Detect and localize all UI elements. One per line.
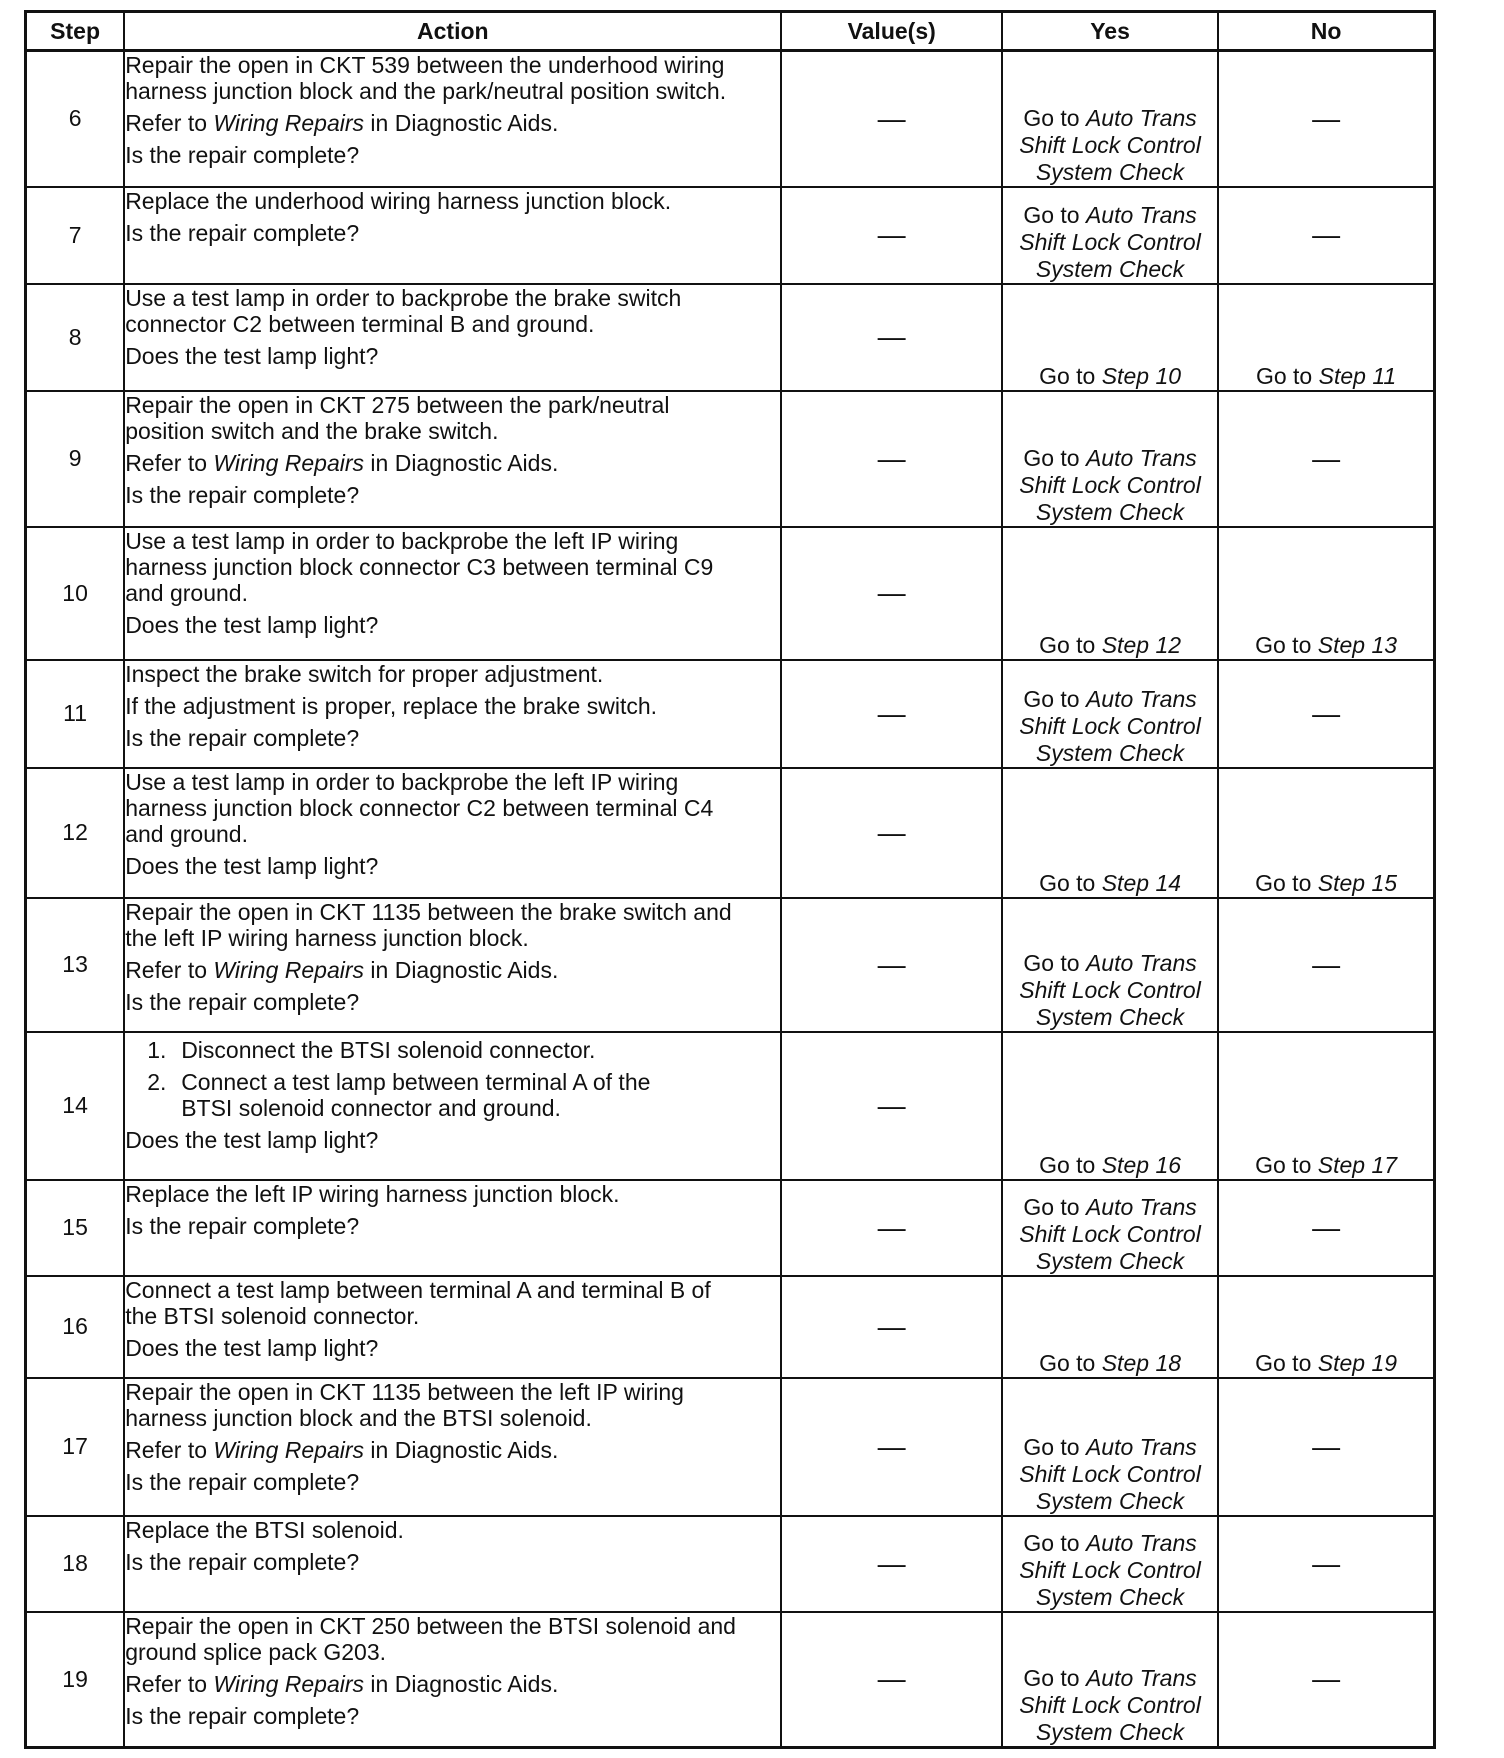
check-link-part3: System Check: [1035, 158, 1185, 185]
step-number: 19: [26, 1612, 125, 1748]
action-line: position switch and the brake switch.: [125, 417, 499, 444]
action-line: Use a test lamp in order to backprobe the left IP wiring: [125, 527, 679, 554]
value-cell: [781, 1180, 1001, 1276]
check-line: [1003, 1434, 1217, 1461]
action-line: Inspect the brake switch for proper adjustment.: [125, 660, 604, 687]
step-ref-label: Step: [1101, 869, 1150, 896]
question-line: Does the test lamp light?: [125, 611, 379, 638]
wiring-repairs-ref: Wiring Repairs: [213, 1670, 365, 1697]
no-step-ref: 19: [1371, 1349, 1398, 1376]
empty-dash: —: [1312, 442, 1341, 474]
step-number: 17: [26, 1378, 125, 1516]
yes-step-ref: 14: [1155, 869, 1182, 896]
yes-cell: [1002, 527, 1218, 660]
no-step-ref: 13: [1371, 631, 1398, 658]
empty-dash: —: [877, 1547, 906, 1579]
action-line: Repair the open in CKT 275 between the park/neutral: [125, 391, 670, 418]
wiring-repairs-ref: Wiring Repairs: [213, 956, 365, 983]
go-to-text: Go to: [1255, 869, 1312, 896]
question-line: Is the repair complete?: [125, 988, 360, 1015]
action-line: the BTSI solenoid connector.: [125, 1302, 420, 1329]
empty-dash: —: [877, 1430, 906, 1462]
check-link-part1: Auto Trans: [1085, 685, 1197, 712]
step-number: 9: [26, 391, 125, 527]
action-cell: [124, 768, 781, 898]
value-cell: [781, 768, 1001, 898]
yes-step-ref: 18: [1155, 1349, 1182, 1376]
question-line: Does the test lamp light?: [125, 852, 379, 879]
check-link-part1: Auto Trans: [1085, 104, 1197, 131]
header-yes: Yes: [1002, 12, 1218, 51]
yes-cell: [1002, 768, 1218, 898]
check-link-part2: Shift Lock Control: [1019, 712, 1201, 739]
action-line: Replace the BTSI solenoid.: [125, 1516, 404, 1543]
yes-step-ref: 10: [1155, 362, 1182, 389]
check-link-part3: System Check: [1035, 1247, 1185, 1274]
wiring-repairs-ref: Wiring Repairs: [213, 110, 365, 136]
yes-cell: [1002, 1516, 1218, 1612]
empty-dash: —: [1312, 948, 1341, 980]
empty-dash: —: [877, 816, 906, 848]
yes-cell: [1002, 898, 1218, 1032]
question-line: Does the test lamp light?: [125, 1334, 379, 1361]
table-row: [26, 51, 1435, 187]
question-line: Is the repair complete?: [125, 142, 360, 168]
go-to-text: Go to: [1023, 685, 1080, 712]
check-link-part3: System Check: [1035, 1719, 1185, 1745]
check-line: [1003, 1194, 1217, 1221]
action-cell: [124, 1276, 781, 1378]
action-line: Connect a test lamp between terminal A and terminal B of: [125, 1276, 711, 1303]
go-to-text: Go to: [1255, 631, 1312, 658]
step-number: 11: [26, 660, 125, 768]
no-cell: [1218, 391, 1434, 527]
action-cell: [124, 51, 781, 187]
check-line: [1003, 1665, 1217, 1692]
step-number: 12: [26, 768, 125, 898]
question-line: Is the repair complete?: [125, 481, 360, 508]
check-line: [1003, 445, 1217, 472]
step-number: 16: [26, 1276, 125, 1378]
go-to-text: Go to: [1023, 1193, 1080, 1220]
header-values: Value(s): [781, 12, 1001, 51]
empty-dash: —: [877, 1663, 906, 1695]
action-line: Repair the open in CKT 1135 between the brake switch and: [125, 898, 732, 925]
action-line: Replace the underhood wiring harness junction block.: [125, 187, 672, 214]
action-line: the left IP wiring harness junction block.: [125, 924, 529, 951]
check-link-part2: Shift Lock Control: [1019, 1460, 1201, 1487]
refer-line: [125, 1437, 780, 1463]
yes-cell: [1002, 1032, 1218, 1180]
action-cell: [124, 1516, 781, 1612]
value-cell: [781, 187, 1001, 284]
no-step-ref: 17: [1371, 1151, 1398, 1178]
no-cell: [1218, 284, 1434, 391]
numbered-step-text: Connect a test lamp between terminal A of the: [181, 1068, 651, 1095]
check-line: [1003, 105, 1217, 132]
check-link-part2: Shift Lock Control: [1019, 131, 1201, 158]
go-to-text: Go to: [1039, 1349, 1096, 1376]
action-line: connector C2 between terminal B and ground.: [125, 310, 595, 337]
no-cell: [1218, 1032, 1434, 1180]
action-line: harness junction block connector C2 between terminal C4: [125, 794, 714, 821]
check-link-part3: System Check: [1035, 1003, 1185, 1030]
numbered-step: [125, 1069, 780, 1121]
refer-line: [125, 450, 780, 476]
check-link-part1: Auto Trans: [1085, 1433, 1197, 1460]
check-link-part2: Shift Lock Control: [1019, 1220, 1201, 1247]
table-row: [26, 1378, 1435, 1516]
value-cell: [781, 391, 1001, 527]
step-ref-label: Step: [1101, 1349, 1150, 1376]
check-line: [1003, 686, 1217, 713]
step-ref-label: Step: [1317, 631, 1366, 658]
empty-dash: —: [1312, 219, 1341, 250]
step-ref-label: Step: [1318, 362, 1366, 389]
refer-prefix: Refer to: [125, 1670, 208, 1697]
yes-cell: [1002, 391, 1218, 527]
diagnostic-table: [24, 10, 1436, 1749]
step-ref-label: Step: [1101, 362, 1150, 389]
empty-dash: —: [1312, 1430, 1341, 1462]
question-line: Does the test lamp light?: [125, 1126, 379, 1153]
value-cell: [781, 1276, 1001, 1378]
empty-dash: —: [877, 219, 906, 250]
action-line: ground splice pack G203.: [125, 1638, 387, 1665]
action-cell: [124, 1378, 781, 1516]
yes-cell: [1002, 1180, 1218, 1276]
check-link-part1: Auto Trans: [1085, 1665, 1197, 1691]
go-to-text: Go to: [1023, 1529, 1080, 1556]
value-cell: [781, 1612, 1001, 1748]
no-cell: [1218, 51, 1434, 187]
empty-dash: —: [877, 1089, 906, 1121]
yes-cell: [1002, 51, 1218, 187]
check-link-part3: System Check: [1035, 1487, 1185, 1514]
numbered-step: [125, 1037, 780, 1063]
go-to-text: Go to: [1023, 104, 1080, 131]
empty-dash: —: [877, 1211, 906, 1243]
value-cell: [781, 51, 1001, 187]
refer-suffix: in Diagnostic Aids.: [370, 449, 559, 476]
action-line: and ground.: [125, 579, 248, 606]
check-link-part2: Shift Lock Control: [1019, 1692, 1201, 1718]
empty-dash: —: [877, 577, 906, 608]
empty-dash: —: [877, 442, 906, 474]
refer-prefix: Refer to: [125, 449, 208, 476]
refer-suffix: in Diagnostic Aids.: [370, 1436, 559, 1463]
yes-cell: [1002, 660, 1218, 768]
action-line: If the adjustment is proper, replace the brake switch.: [125, 692, 658, 719]
check-line: [1003, 1530, 1217, 1557]
refer-line: [125, 957, 780, 983]
go-to-text: Go to: [1023, 444, 1080, 471]
action-cell: [124, 391, 781, 527]
numbered-steps: [125, 1037, 780, 1121]
check-link-part3: System Check: [1035, 1583, 1185, 1610]
go-to-text: Go to: [1039, 631, 1096, 658]
yes-cell: [1002, 284, 1218, 391]
table-row: [26, 1516, 1435, 1612]
numbered-step-text: Disconnect the BTSI solenoid connector.: [181, 1036, 596, 1063]
action-line: and ground.: [125, 820, 248, 847]
question-line: Is the repair complete?: [125, 1702, 360, 1729]
question-line: Does the test lamp light?: [125, 342, 379, 369]
value-cell: [781, 1516, 1001, 1612]
no-cell: [1218, 660, 1434, 768]
step-marker: 2.: [147, 1068, 167, 1095]
yes-cell: [1002, 1378, 1218, 1516]
check-link-part2: Shift Lock Control: [1019, 1556, 1201, 1583]
wiring-repairs-ref: Wiring Repairs: [213, 449, 365, 476]
step-ref-label: Step: [1317, 1349, 1366, 1376]
empty-dash: —: [1312, 697, 1341, 729]
action-line: harness junction block and the BTSI solenoid.: [125, 1404, 592, 1431]
wiring-repairs-ref: Wiring Repairs: [213, 1436, 365, 1463]
action-line: Use a test lamp in order to backprobe the brake switch: [125, 284, 682, 311]
empty-dash: —: [877, 1310, 906, 1342]
check-link-part3: System Check: [1035, 255, 1185, 282]
question-line: Is the repair complete?: [125, 1212, 360, 1239]
numbered-step-text: BTSI solenoid connector and ground.: [181, 1094, 561, 1121]
no-cell: [1218, 1276, 1434, 1378]
empty-dash: —: [1312, 1547, 1341, 1579]
action-cell: [124, 284, 781, 391]
action-line: Use a test lamp in order to backprobe the left IP wiring: [125, 768, 679, 795]
empty-dash: —: [1312, 1211, 1341, 1243]
step-ref-label: Step: [1101, 631, 1150, 658]
action-line: Repair the open in CKT 250 between the BTSI solenoid and: [125, 1612, 736, 1639]
table-row: [26, 1180, 1435, 1276]
go-to-text: Go to: [1039, 362, 1096, 389]
question-line: Is the repair complete?: [125, 219, 360, 246]
value-cell: [781, 898, 1001, 1032]
refer-suffix: in Diagnostic Aids.: [370, 956, 559, 983]
refer-prefix: Refer to: [125, 956, 208, 983]
table-row: [26, 527, 1435, 660]
action-cell: [124, 898, 781, 1032]
step-ref-label: Step: [1101, 1151, 1150, 1178]
step-ref-label: Step: [1317, 869, 1366, 896]
table-row: [26, 898, 1435, 1032]
check-link-part2: Shift Lock Control: [1019, 228, 1201, 255]
step-number: 8: [26, 284, 125, 391]
step-number: 7: [26, 187, 125, 284]
action-line: Repair the open in CKT 539 between the underhood wiring: [125, 52, 725, 78]
no-step-ref: 11: [1372, 362, 1397, 389]
diagnostic-table-page: [24, 10, 1436, 1749]
action-line: Repair the open in CKT 1135 between the left IP wiring: [125, 1378, 684, 1405]
go-to-text: Go to: [1255, 1151, 1312, 1178]
go-to-text: Go to: [1023, 1433, 1080, 1460]
value-cell: [781, 660, 1001, 768]
value-cell: [781, 1378, 1001, 1516]
value-cell: [781, 527, 1001, 660]
step-number: 15: [26, 1180, 125, 1276]
no-cell: [1218, 1180, 1434, 1276]
header-action: Action: [124, 12, 781, 51]
check-link-part1: Auto Trans: [1085, 949, 1197, 976]
check-link-part2: Shift Lock Control: [1019, 976, 1201, 1003]
table-row: [26, 391, 1435, 527]
check-link-part2: Shift Lock Control: [1019, 471, 1201, 498]
empty-dash: —: [1312, 1663, 1341, 1695]
yes-step-ref: 12: [1155, 631, 1182, 658]
check-link-part1: Auto Trans: [1085, 1529, 1197, 1556]
no-cell: [1218, 527, 1434, 660]
yes-cell: [1002, 1276, 1218, 1378]
table-row: [26, 1032, 1435, 1180]
go-to-text: Go to: [1023, 1665, 1080, 1691]
no-cell: [1218, 898, 1434, 1032]
no-cell: [1218, 1612, 1434, 1748]
go-to-text: Go to: [1039, 869, 1096, 896]
yes-cell: [1002, 1612, 1218, 1748]
go-to-text: Go to: [1255, 1349, 1312, 1376]
action-cell: [124, 660, 781, 768]
value-cell: [781, 284, 1001, 391]
no-cell: [1218, 1378, 1434, 1516]
action-cell: [124, 1032, 781, 1180]
refer-line: [125, 110, 780, 136]
no-cell: [1218, 768, 1434, 898]
table-row: [26, 1276, 1435, 1378]
no-step-ref: 15: [1371, 869, 1398, 896]
action-line: harness junction block and the park/neutral position switch.: [125, 78, 727, 104]
question-line: Is the repair complete?: [125, 1468, 360, 1495]
step-number: 14: [26, 1032, 125, 1180]
refer-suffix: in Diagnostic Aids.: [370, 110, 559, 136]
yes-cell: [1002, 187, 1218, 284]
refer-suffix: in Diagnostic Aids.: [370, 1670, 559, 1697]
yes-step-ref: 16: [1155, 1151, 1182, 1178]
header-step: Step: [26, 12, 125, 51]
action-cell: [124, 1180, 781, 1276]
check-link-part1: Auto Trans: [1085, 201, 1197, 228]
refer-line: [125, 1671, 780, 1697]
check-link-part1: Auto Trans: [1085, 444, 1197, 471]
empty-dash: —: [1312, 102, 1341, 134]
action-line: Replace the left IP wiring harness junction block.: [125, 1180, 620, 1207]
table-row: [26, 660, 1435, 768]
action-cell: [124, 1612, 781, 1748]
step-number: 6: [26, 51, 125, 187]
check-link-part3: System Check: [1035, 498, 1185, 525]
table-row: [26, 187, 1435, 284]
empty-dash: —: [877, 948, 906, 980]
check-link-part3: System Check: [1035, 739, 1185, 766]
go-to-text: Go to: [1023, 949, 1080, 976]
step-number: 18: [26, 1516, 125, 1612]
value-cell: [781, 1032, 1001, 1180]
step-ref-label: Step: [1317, 1151, 1366, 1178]
action-cell: [124, 187, 781, 284]
refer-prefix: Refer to: [125, 1436, 208, 1463]
go-to-text: Go to: [1255, 362, 1313, 389]
empty-dash: —: [877, 697, 906, 729]
empty-dash: —: [877, 102, 906, 134]
check-line: [1003, 950, 1217, 977]
check-line: [1003, 202, 1217, 229]
question-line: Is the repair complete?: [125, 1548, 360, 1575]
action-line: harness junction block connector C3 between terminal C9: [125, 553, 714, 580]
go-to-text: Go to: [1039, 1151, 1096, 1178]
step-number: 13: [26, 898, 125, 1032]
table-row: [26, 768, 1435, 898]
check-link-part1: Auto Trans: [1085, 1193, 1197, 1220]
empty-dash: —: [877, 321, 906, 352]
action-cell: [124, 527, 781, 660]
table-row: [26, 1612, 1435, 1748]
question-line: Is the repair complete?: [125, 724, 360, 751]
refer-prefix: Refer to: [125, 110, 208, 136]
table-row: [26, 284, 1435, 391]
no-cell: [1218, 1516, 1434, 1612]
table-header-row: [26, 12, 1435, 51]
step-number: 10: [26, 527, 125, 660]
header-no: No: [1218, 12, 1434, 51]
go-to-text: Go to: [1023, 201, 1080, 228]
step-marker: 1.: [147, 1036, 167, 1063]
no-cell: [1218, 187, 1434, 284]
